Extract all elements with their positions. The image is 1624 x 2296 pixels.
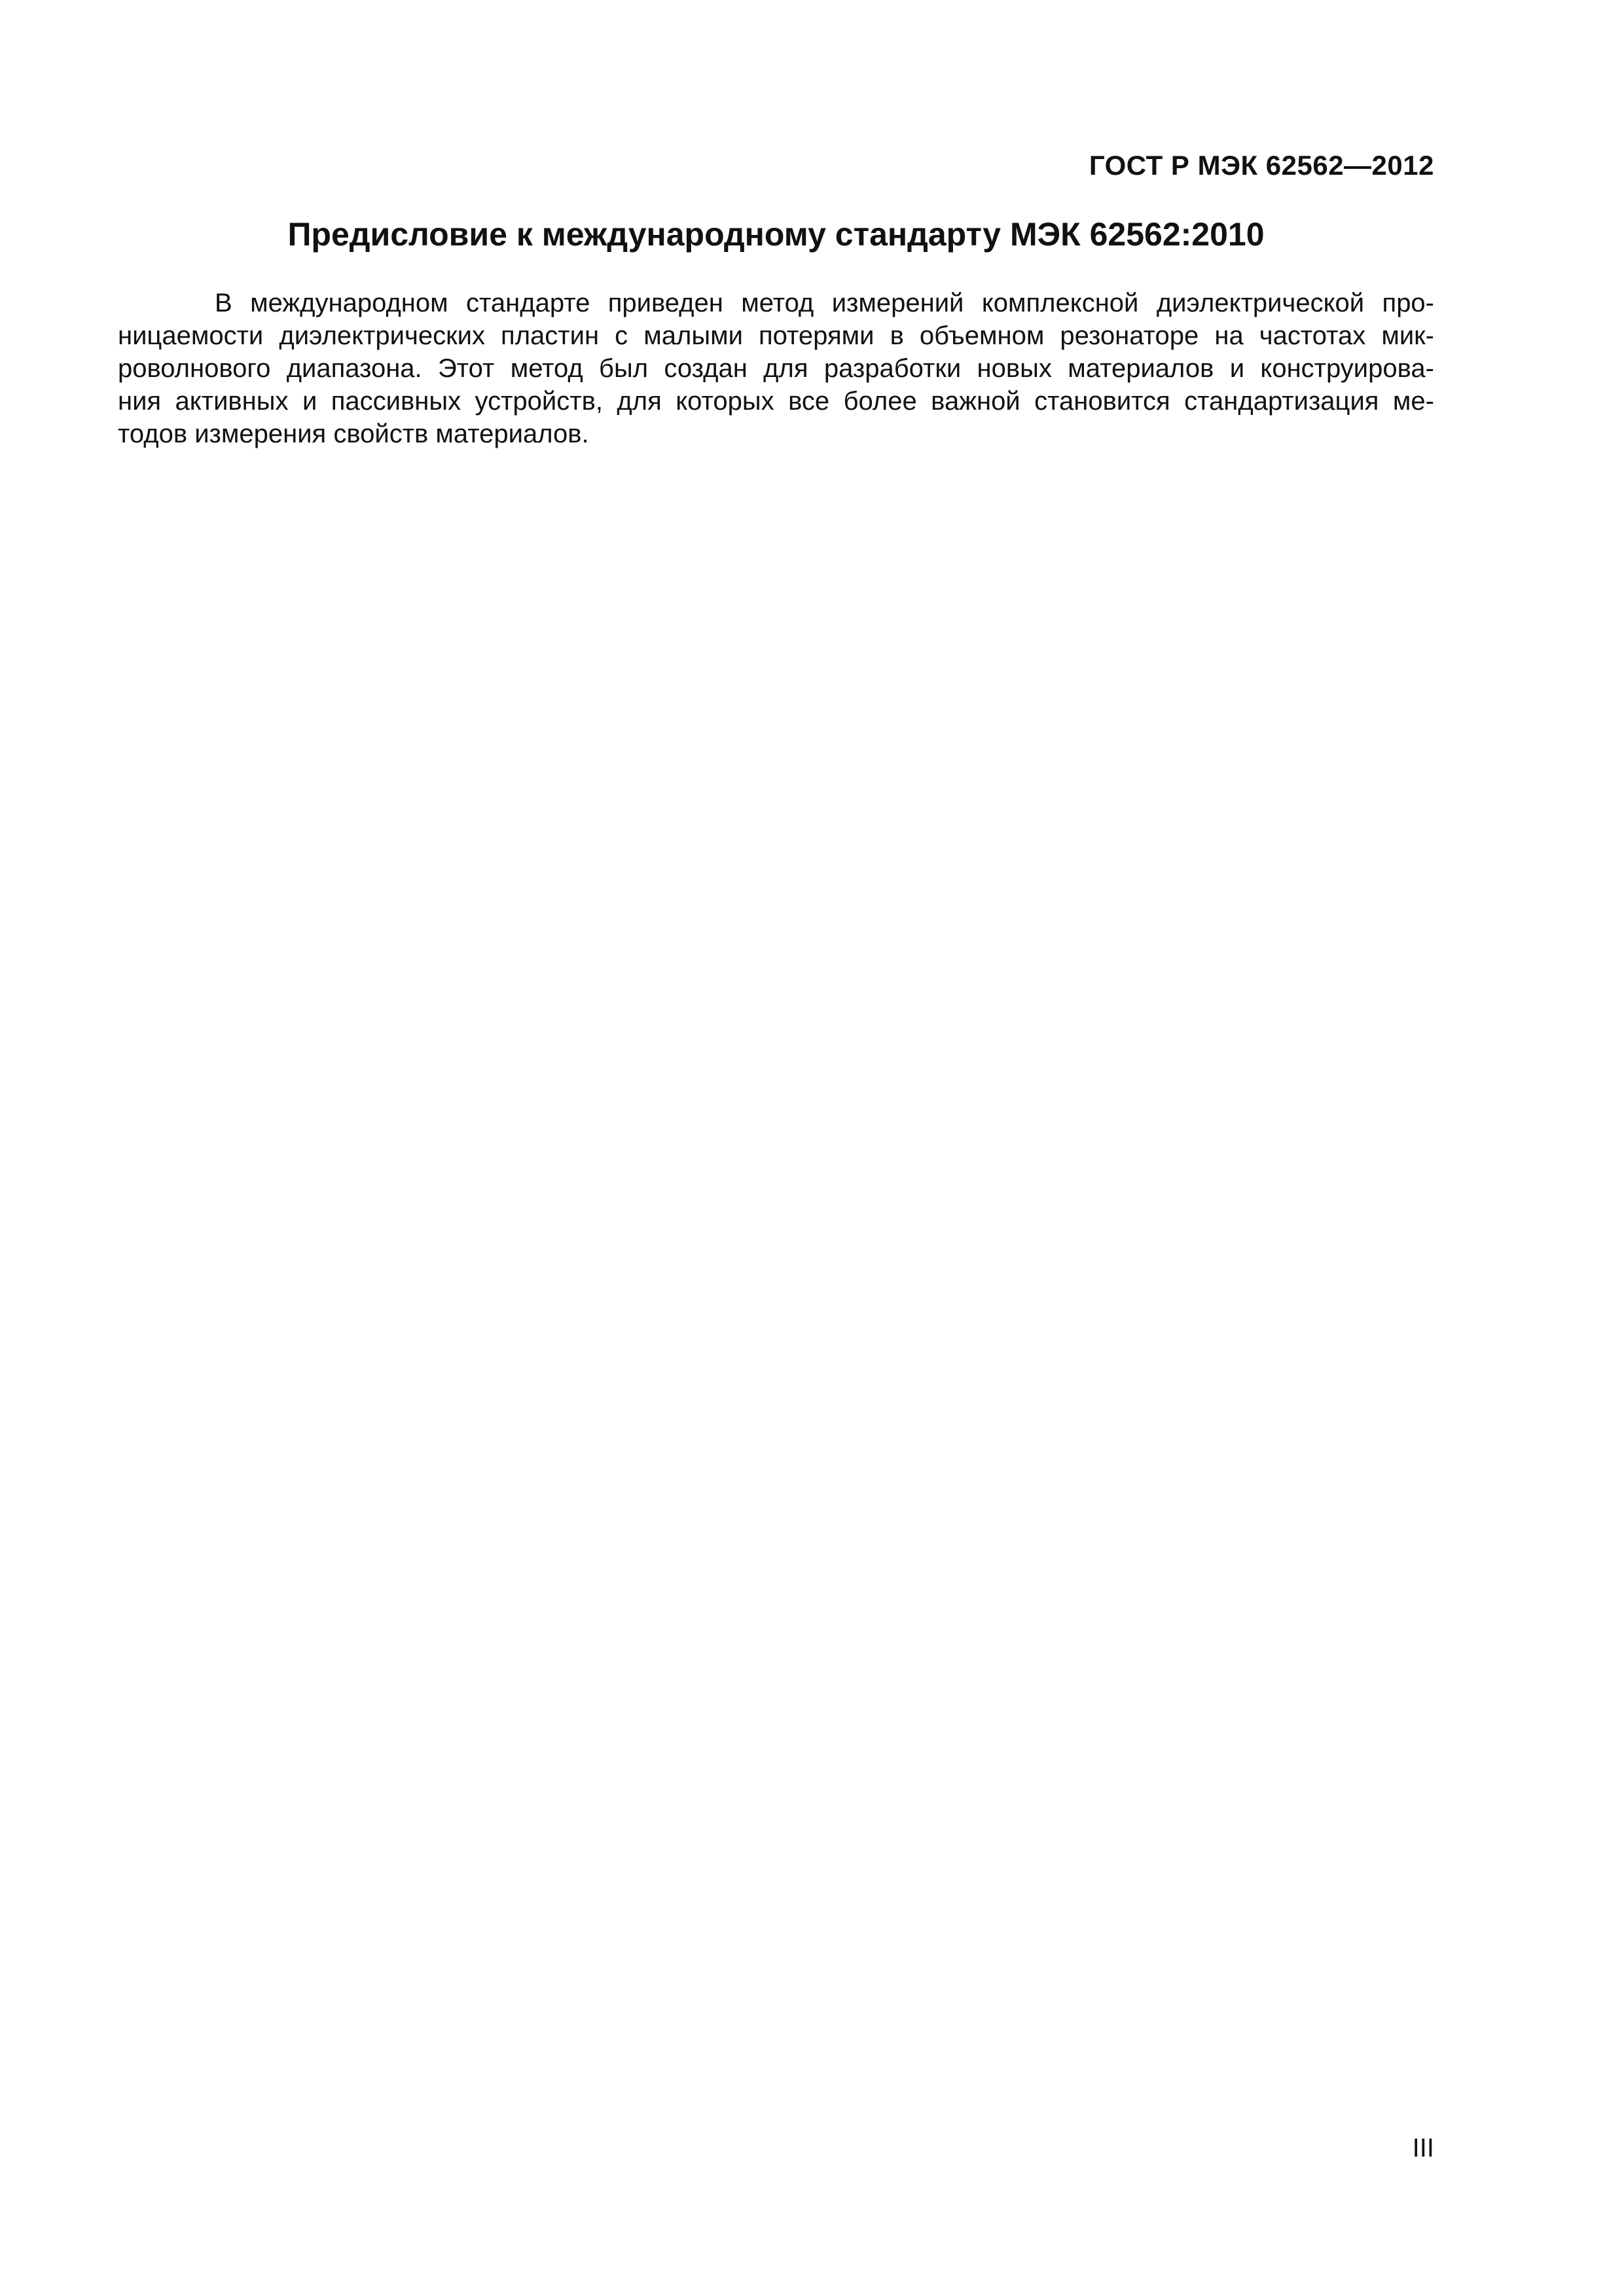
document-code: ГОСТ Р МЭК 62562—2012 — [1089, 150, 1434, 181]
page-number: III — [1412, 2134, 1434, 2162]
paragraph-line: В международном стандарте приведен метод измерений комплексной диэлектрической про- — [215, 289, 1434, 317]
paragraph-line: тодов измерения свойств материалов. — [118, 420, 589, 448]
paragraph-line: роволнового диапазона. Этот метод был создан для разработки новых материалов и конструирова- — [118, 354, 1434, 383]
paragraph-line: ницаемости диэлектрических пластин с малыми потерями в объемном резонаторе на частотах мик- — [118, 321, 1434, 350]
foreword-paragraph — [118, 287, 1434, 450]
foreword-title: Предисловие к международному стандарту МЭК 62562:2010 — [287, 216, 1265, 253]
paragraph-line: ния активных и пассивных устройств, для которых все более важной становится стандартизация ме- — [118, 387, 1434, 416]
